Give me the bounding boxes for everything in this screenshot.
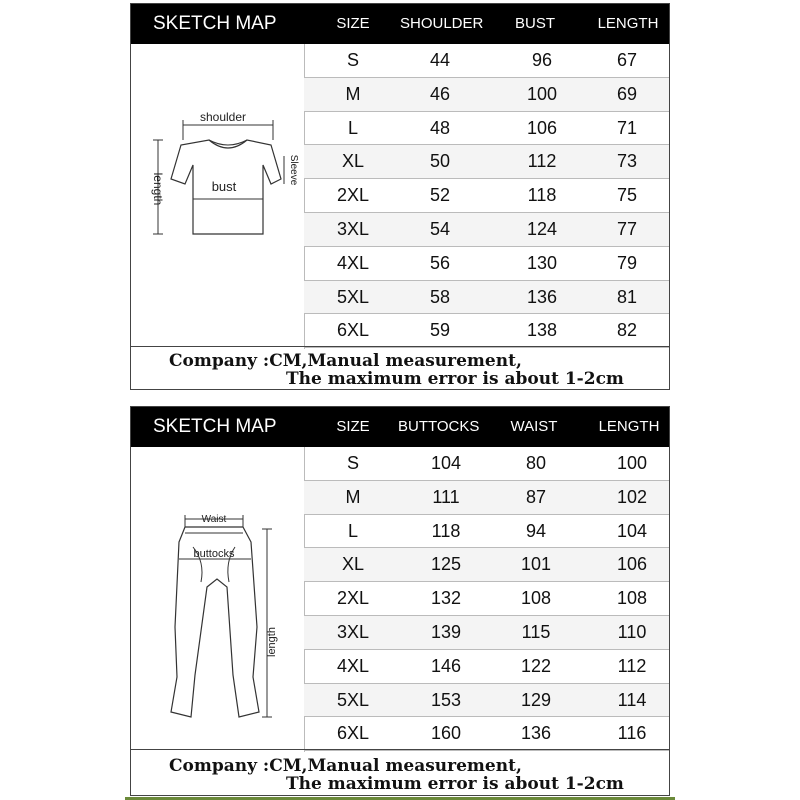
length-cell: 116 [617,723,647,744]
length-cell: 112 [617,655,647,676]
buttocks-column-header: BUTTOCKS [398,418,480,435]
note-line-2: The maximum error is about 1-2cm [286,774,624,794]
table-row [304,247,669,281]
length-cell: 106 [616,554,648,575]
bust-cell: 136 [526,286,558,307]
buttocks-cell: 132 [430,588,462,609]
table-row [304,314,669,348]
table-row [304,213,669,247]
buttocks-label: buttocks [193,548,235,560]
table-row [304,616,669,650]
length-cell: 110 [617,621,647,642]
waist-cell: 129 [520,689,552,710]
length-cell: 82 [616,320,638,341]
bust-cell: 96 [531,50,553,70]
length-cell: 75 [616,185,638,206]
shirt-measurement-note [131,346,669,389]
pants-table-body [304,447,669,751]
length-cell: 69 [616,83,638,104]
table-row [304,717,669,751]
size-column-header: SIZE [336,418,370,435]
size-column-header: SIZE [336,15,370,32]
length-cell: 102 [616,486,648,507]
length-cell: 79 [616,252,638,273]
note-line-1: Company :CM,Manual measurement, [169,351,522,371]
shoulder-cell: 58 [429,286,451,307]
shoulder-cell: 54 [429,218,451,239]
note-line-1: Company :CM,Manual measurement, [169,756,522,776]
table-row [304,582,669,616]
bust-cell: 124 [526,218,558,239]
shirt-table-header [131,4,669,44]
table-row [304,44,669,78]
table-row [304,78,669,112]
length-column-header: LENGTH [598,418,660,435]
size-cell: L [347,520,358,541]
shirt-table-body [304,44,669,348]
bust-cell: 138 [526,320,558,341]
buttocks-cell: 160 [430,723,462,744]
sketch-map-heading: SKETCH MAP [153,13,277,34]
size-cell: L [347,117,358,138]
length-cell: 67 [616,50,638,70]
length-cell: 81 [616,286,638,307]
length-cell: 108 [616,588,648,609]
length-cell: 100 [616,453,648,473]
table-row [304,548,669,582]
bust-cell: 130 [526,252,558,273]
shoulder-cell: 48 [429,117,451,138]
waist-cell: 87 [525,486,547,507]
size-cell: 6XL [336,723,370,744]
shoulder-cell: 50 [429,151,451,172]
length-label: length [151,172,165,206]
table-row [304,281,669,315]
shoulder-cell: 46 [429,83,451,104]
table-row [304,481,669,515]
length-column-header: LENGTH [597,15,659,32]
size-cell: 4XL [336,655,370,676]
buttocks-cell: 125 [430,554,462,575]
buttocks-cell: 118 [431,520,461,541]
shoulder-cell: 56 [429,252,451,273]
buttocks-cell: 153 [430,689,462,710]
buttocks-cell: 139 [430,621,462,642]
size-cell: XL [341,554,365,575]
size-cell: 5XL [336,286,370,307]
waist-cell: 101 [520,554,552,575]
shoulder-label: shoulder [199,110,247,124]
length-label: length [266,627,278,657]
pants-table-header [131,407,669,447]
length-cell: 104 [616,520,648,541]
pants-size-chart [130,406,670,796]
size-cell: 2XL [336,185,370,206]
table-row [304,179,669,213]
bust-cell: 100 [526,83,558,104]
size-cell: 3XL [336,218,370,239]
table-row [304,145,669,179]
length-cell: 73 [616,151,638,172]
note-line-2: The maximum error is about 1-2cm [286,369,624,389]
table-row [304,684,669,718]
shoulder-cell: 59 [429,320,451,341]
size-cell: 6XL [336,320,370,341]
size-cell: S [346,50,359,70]
table-row [304,650,669,684]
buttocks-cell: 104 [430,453,462,473]
waist-cell: 136 [520,723,552,744]
pants-measurement-note [131,749,669,795]
tshirt-diagram-icon [131,44,303,349]
size-cell: 5XL [336,689,370,710]
size-cell: 3XL [336,621,370,642]
shirt-size-chart [130,3,670,390]
sleeve-label: Sleeve [288,154,299,186]
length-cell: 71 [616,117,638,138]
sketch-map-heading: SKETCH MAP [153,416,277,437]
size-cell: XL [341,151,365,172]
shoulder-cell: 44 [429,50,451,70]
size-cell: M [345,83,361,104]
pants-diagram-icon [131,447,303,752]
length-cell: 114 [617,689,647,710]
buttocks-cell: 146 [430,655,462,676]
waist-label: Waist [201,514,227,525]
table-row [304,515,669,549]
size-cell: M [345,486,361,507]
length-cell: 77 [616,218,638,239]
waist-cell: 108 [520,588,552,609]
waist-column-header: WAIST [510,418,558,435]
shirt-sketch [131,44,305,349]
waist-cell: 94 [525,520,547,541]
bust-cell: 112 [527,151,557,172]
buttocks-cell: 111 [432,486,460,507]
waist-cell: 80 [525,453,547,473]
bust-column-header: BUST [514,15,555,32]
size-cell: 4XL [336,252,370,273]
pants-sketch [131,447,305,752]
shoulder-cell: 52 [429,185,451,206]
size-cell: S [346,453,359,473]
bust-cell: 118 [527,185,557,206]
table-row [304,112,669,146]
size-cell: 2XL [336,588,370,609]
bust-cell: 106 [526,117,558,138]
table-row [304,447,669,481]
shoulder-column-header: SHOULDER [400,15,484,32]
waist-cell: 115 [521,621,551,642]
bust-label: bust [211,179,237,194]
waist-cell: 122 [520,655,552,676]
